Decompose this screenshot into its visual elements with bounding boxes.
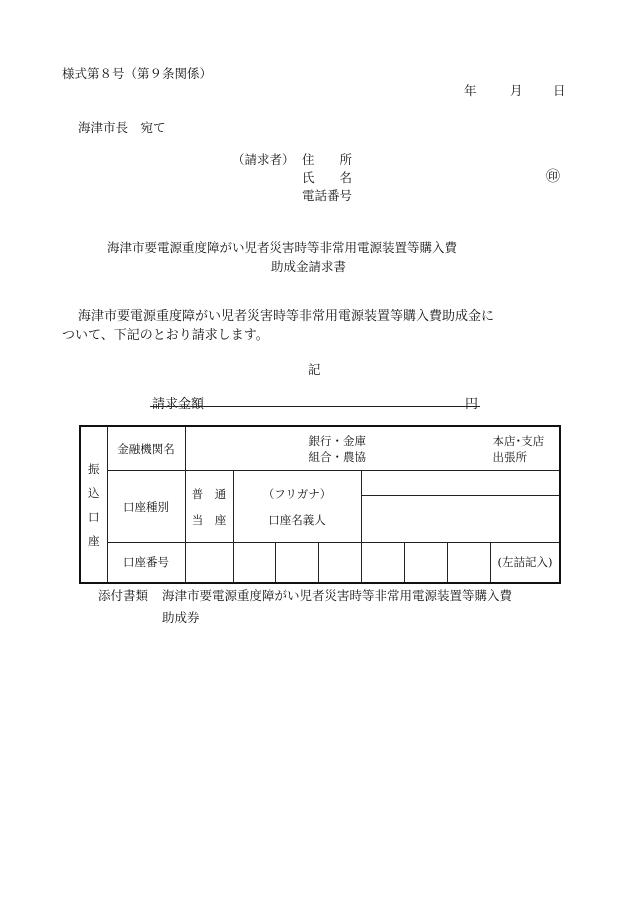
date-year: 年 [464, 83, 477, 98]
requester-label: （請求者） [232, 152, 295, 167]
amount-underline [150, 406, 480, 407]
account-number-digit[interactable] [404, 542, 447, 583]
form-number: 様式第８号（第９条関係） [62, 66, 213, 81]
document-title-line2: 助成金請求書 [271, 259, 347, 274]
transfer-account-side-label: 振 込 口 座 [80, 426, 107, 583]
requester-name-label: 氏 名 [302, 170, 353, 185]
account-type-label: 口座種別 [107, 471, 185, 542]
attachments-label: 添付書類 [98, 588, 149, 603]
furigana-field[interactable] [361, 471, 560, 495]
left-aligned-note: (左詰記入) [490, 542, 560, 583]
document-title-line1: 海津市要電源重度障がい児者災害時等非常用電源装置等購入費 [107, 240, 458, 255]
institution-label: 金融機関名 [107, 426, 185, 471]
account-number-digit[interactable] [275, 542, 318, 583]
account-type-options[interactable]: 普 通 当 座 [185, 471, 233, 542]
date-day: 日 [553, 83, 566, 98]
account-number-label: 口座番号 [107, 542, 185, 583]
account-number-digit[interactable] [447, 542, 490, 583]
account-number-digit[interactable] [318, 542, 361, 583]
amount-unit: 円 [465, 397, 479, 412]
attachments-line1: 海津市要電源重度障がい児者災害時等非常用電源装置等購入費 [162, 588, 513, 603]
seal-mark: ㊞ [546, 169, 560, 185]
account-number-digit[interactable] [361, 542, 404, 583]
date-month: 月 [510, 83, 523, 98]
account-holder-label: （フリガナ） 口座名義人 [233, 471, 361, 542]
addressee: 海津市長 宛て [78, 120, 166, 135]
attachments-line2: 助成券 [162, 610, 200, 625]
institution-field[interactable]: 銀行・金庫 組合・農協 本店･支店 出張所 [185, 426, 560, 471]
account-holder-field[interactable] [361, 495, 560, 542]
body-line1: 海津市要電源重度障がい児者災害時等非常用電源装置等購入費助成金に [78, 309, 495, 324]
requester-phone-label: 電話番号 [302, 188, 353, 203]
ki-heading: 記 [308, 362, 321, 377]
requester-address-label: 住 所 [302, 152, 353, 167]
body-line2: ついて、下記のとおり請求します。 [62, 328, 269, 343]
account-number-digit[interactable] [185, 542, 233, 583]
account-number-digit[interactable] [233, 542, 275, 583]
bank-account-table [79, 425, 561, 584]
amount-label: 請求金額 [152, 397, 205, 412]
